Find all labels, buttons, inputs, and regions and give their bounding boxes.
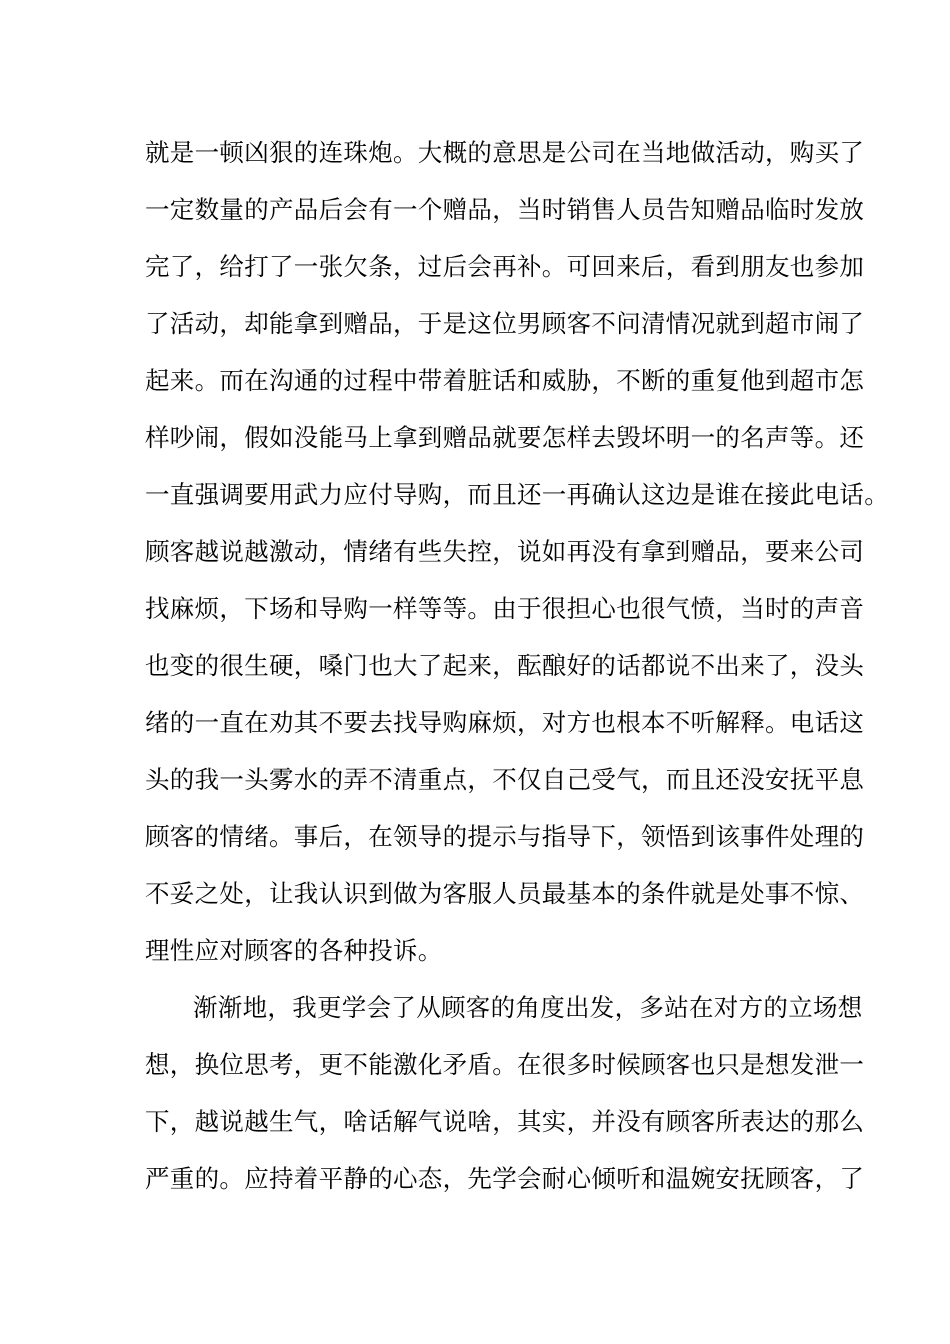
text-line: 想，换位思考，更不能激化矛盾。在很多时候顾客也只是想发泄一 xyxy=(145,1050,865,1079)
text-line: 完了，给打了一张欠条，过后会再补。可回来后，看到朋友也参加 xyxy=(145,252,865,281)
text-line: 也变的很生硬，嗓门也大了起来，酝酿好的话都说不出来了，没头 xyxy=(145,651,865,680)
text-line: 绪的一直在劝其不要去找导购麻烦，对方也根本不听解释。电话这 xyxy=(145,708,865,737)
text-line: 了活动，却能拿到赠品，于是这位男顾客不问清情况就到超市闹了 xyxy=(145,309,865,338)
text-line: 就是一顿凶狠的连珠炮。大概的意思是公司在当地做活动，购买了 xyxy=(145,138,865,167)
paragraph-first-line: 渐渐地，我更学会了从顾客的角度出发，多站在对方的立场想 xyxy=(193,993,863,1022)
text-line: 起来。而在沟通的过程中带着脏话和威胁，不断的重复他到超市怎 xyxy=(145,366,865,395)
text-line: 一直强调要用武力应付导购，而且还一再确认这边是谁在接此电话。 xyxy=(145,480,889,509)
text-line: 找麻烦，下场和导购一样等等。由于很担心也很气愤，当时的声音 xyxy=(145,594,865,623)
text-line: 不妥之处，让我认识到做为客服人员最基本的条件就是处事不惊、 xyxy=(145,879,865,908)
text-line: 样吵闹，假如没能马上拿到赠品就要怎样去毁坏明一的名声等。还 xyxy=(145,423,865,452)
text-line: 理性应对顾客的各种投诉。 xyxy=(145,936,443,965)
text-line: 一定数量的产品后会有一个赠品，当时销售人员告知赠品临时发放 xyxy=(145,195,865,224)
text-line: 严重的。应持着平静的心态，先学会耐心倾听和温婉安抚顾客，了 xyxy=(145,1164,865,1193)
text-line: 顾客的情绪。事后，在领导的提示与指导下，领悟到该事件处理的 xyxy=(145,822,865,851)
text-line: 头的我一头雾水的弄不清重点，不仅自己受气，而且还没安抚平息 xyxy=(145,765,865,794)
text-line: 下，越说越生气，啥话解气说啥，其实，并没有顾客所表达的那么 xyxy=(145,1107,865,1136)
text-line: 顾客越说越激动，情绪有些失控，说如再没有拿到赠品，要来公司 xyxy=(145,537,865,566)
